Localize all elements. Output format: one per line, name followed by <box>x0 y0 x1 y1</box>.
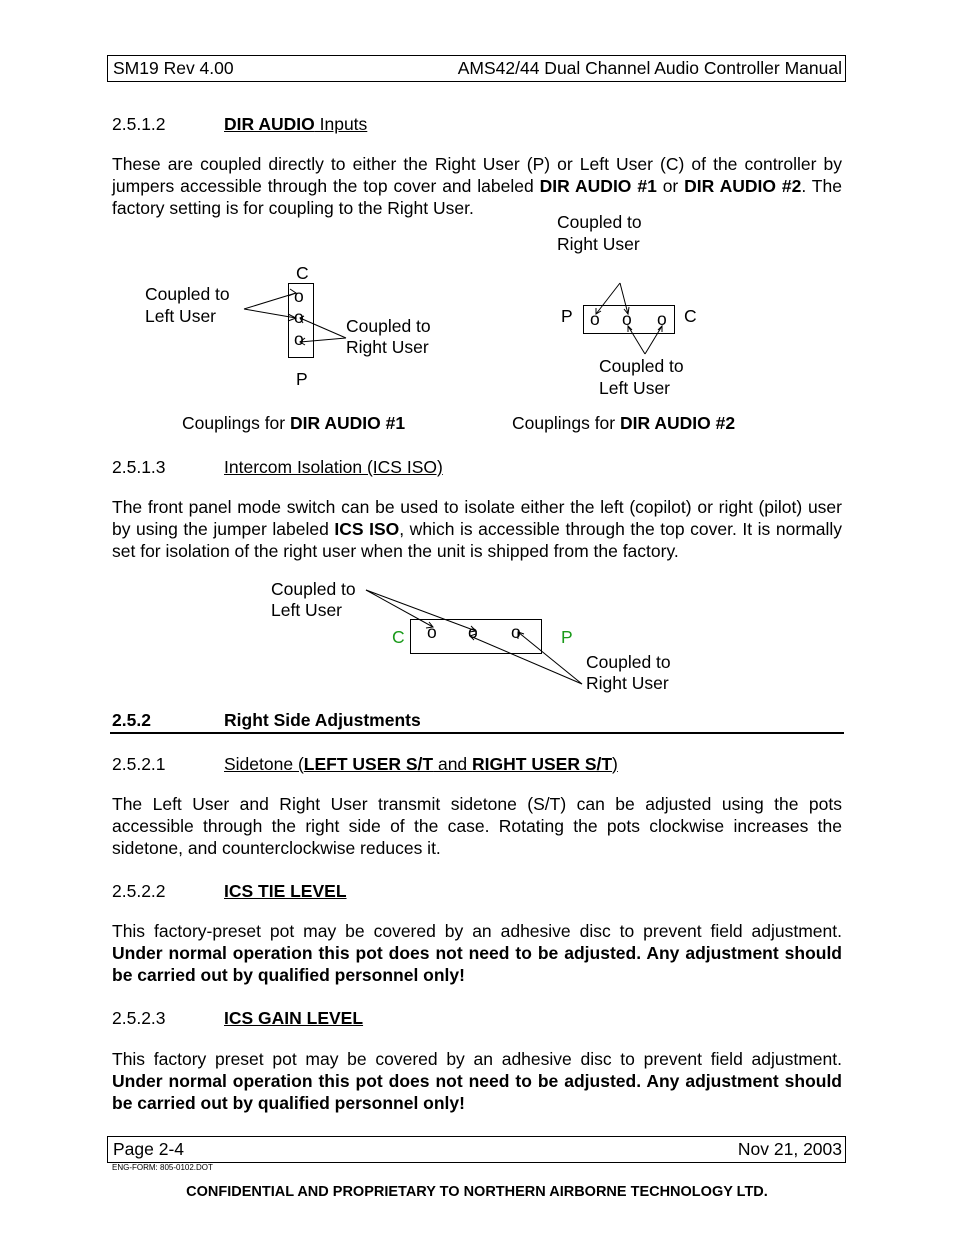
pin-2: o <box>294 307 304 327</box>
left-user-label-2: Left User <box>599 378 670 398</box>
section-number: 2.5.1.2 <box>112 114 166 134</box>
section-title: ICS GAIN LEVEL <box>224 1008 364 1028</box>
page-footer <box>107 1136 846 1163</box>
title-bold: LEFT USER S/T <box>303 754 434 774</box>
para-text: . The factory setting is for coupling to the Right User. <box>112 176 842 218</box>
para-bold: ICS ISO <box>334 519 400 539</box>
pin-1: o <box>590 309 600 329</box>
section-2521-heading <box>112 754 618 775</box>
para-text: The front panel mode switch can be used to isolate either the left (copilot) or right (pilot) user by using the jumper labeled <box>112 497 842 539</box>
page-number: Page 2-4 <box>113 1139 185 1159</box>
confidential-notice: CONFIDENTIAL AND PROPRIETARY TO NORTHERN AIRBORNE TECHNOLOGY LTD. <box>186 1184 768 1200</box>
section-number: 2.5.2.3 <box>112 1008 166 1028</box>
section-title: ICS TIE LEVEL <box>224 881 347 901</box>
left-user-label-1: Coupled to <box>145 284 230 304</box>
left-user-label-1: Coupled to <box>271 579 356 599</box>
section-252-heading <box>112 710 421 731</box>
left-user-label-1: Coupled to <box>599 356 684 376</box>
right-user-label-1: Coupled to <box>586 652 671 672</box>
title-text: and <box>433 754 473 774</box>
doc-revision: SM19 Rev 4.00 <box>113 58 234 78</box>
label-p: P <box>561 306 573 326</box>
label-c: C <box>392 627 405 647</box>
pin-2: o <box>468 622 478 642</box>
para-text: This factory preset pot may be covered by an adhesive disc to prevent field adjustment. <box>112 1049 842 1069</box>
pin-2: o <box>622 309 632 329</box>
label-c: C <box>684 306 697 326</box>
para-bold: DIR AUDIO #1 <box>539 176 657 196</box>
section-title: Right Side Adjustments <box>224 710 421 730</box>
para-warning: Under normal operation this pot does not need to be adjusted. Any adjustment should be carried out by qualified personnel only! <box>112 943 842 985</box>
section-number: 2.5.2 <box>112 710 151 730</box>
right-user-label-2: Right User <box>586 673 669 693</box>
section-2522-paragraph <box>112 920 842 986</box>
form-id: ENG-FORM: 805-0102.DOT <box>112 1163 213 1172</box>
section-2523-heading <box>112 1008 363 1029</box>
right-user-label-2: Right User <box>557 234 640 254</box>
caption-text: Couplings for <box>512 413 620 433</box>
section-2523-paragraph <box>112 1048 842 1114</box>
left-user-label-2: Left User <box>145 306 216 326</box>
title-text: Sidetone ( <box>224 754 304 774</box>
label-c: C <box>296 263 309 283</box>
section-number: 2.5.2.1 <box>112 754 166 774</box>
pin-1: o <box>427 622 437 642</box>
section-number: 2.5.2.2 <box>112 881 166 901</box>
left-user-label-2: Left User <box>271 600 342 620</box>
pin-3: o <box>657 309 667 329</box>
pin-3: o <box>294 329 304 349</box>
section-rule <box>110 732 844 734</box>
caption-bold: DIR AUDIO #2 <box>619 413 736 433</box>
label-p: P <box>296 369 308 389</box>
right-user-label-1: Coupled to <box>346 316 431 336</box>
para-warning: Under normal operation this pot does not need to be adjusted. Any adjustment should be carried out by qualified personnel only! <box>112 1071 842 1113</box>
pin-1: o <box>294 286 304 306</box>
doc-title: AMS42/44 Dual Channel Audio Controller Manual <box>457 58 842 78</box>
caption-text: Couplings for <box>182 413 290 433</box>
section-number: 2.5.1.3 <box>112 457 166 477</box>
section-2522-heading <box>112 881 347 902</box>
section-title-rest: Inputs <box>314 114 368 134</box>
pin-3: o <box>511 622 521 642</box>
section-title-bold: DIR AUDIO <box>224 114 315 134</box>
para-bold: DIR AUDIO #2 <box>684 176 802 196</box>
page-date: Nov 21, 2003 <box>737 1139 842 1159</box>
para-text: This factory-preset pot may be covered by an adhesive disc to prevent field adjustment. <box>112 921 842 941</box>
right-user-label-2: Right User <box>346 337 429 357</box>
caption-bold: DIR AUDIO #1 <box>289 413 406 433</box>
title-bold: RIGHT USER S/T <box>472 754 613 774</box>
para-text: or <box>656 176 685 196</box>
para-text: , which is accessible through the top cover. It is normally set for isolation of the right user when the unit is shipped from the factory. <box>112 519 842 561</box>
label-p: P <box>561 627 573 647</box>
para-text: These are coupled directly to either the Right User (P) or Left User (C) of the controller by jumpers accessible through the top cover and labeled <box>112 154 842 196</box>
section-title: Intercom Isolation (ICS ISO) <box>224 457 443 477</box>
right-user-label-1: Coupled to <box>557 212 642 232</box>
title-text: ) <box>612 754 618 774</box>
section-2521-paragraph: The Left User and Right User transmit sidetone (S/T) can be adjusted using the pots accessible through the right side of the case. Rotating the pots clockwise increases the sidetone, and counterclockwise reduces it. <box>112 794 842 858</box>
